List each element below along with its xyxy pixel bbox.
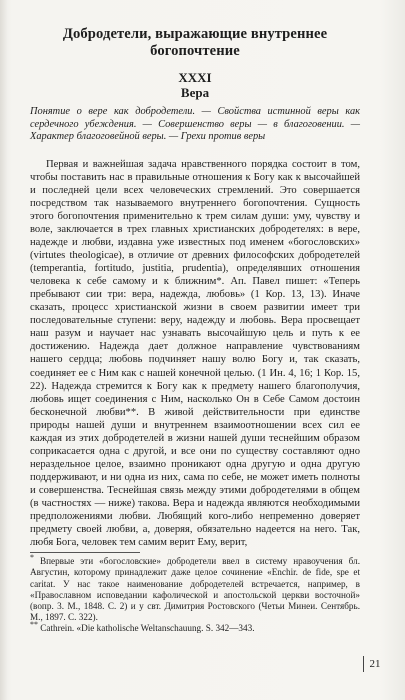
footnote-1-text: Впервые эти «богословские» добродетели ввел в систему нравоучения бл. Августин, которому принадлежит даже целое сочинение «Enchir. de fide, spe et caritat. У нас такое наименование добродетелей встречается, например, в «Православном исповедании кафолической и апостольской церкви восточной» (вопр. 3. М., 1848. С. 2) и у свт. Димитрия Ростовского (Четьи Минеи. Сентябрь. М., 1897. С. 322). [30,556,360,623]
footnote-2-mark: ** [30,620,38,630]
footnote-1-mark: * [30,553,34,563]
page-number: 21 [363,656,386,672]
section-number: XXXI [178,70,212,85]
page-gutter-shadow [0,0,8,700]
footnote-1 [30,553,360,623]
page-content [30,26,360,635]
footnote-2-text: Cathrein. «Die katholische Weltanschauung. S. 342—343. [40,623,255,634]
footnote-2 [30,620,360,634]
section-title: Вера [180,85,210,100]
footnote-separator [30,552,140,553]
body-paragraph: Первая и важнейшая задача нравственного порядка состоит в том, чтобы поставить нас в правильные отношения к Богу как к высочайшей и последней цели всех человеческих стремлений. Это совершается посредством так называемого внутреннего богопочтения. Сущность этого богопочтения применительно к трем силам души: уму, чувству и воле, заключается в трех главных христианских добродетелях: в вере, надежде и любви, издавна уже известных под именем «богословских» (virtutes theologicae), в отличие от древних философских добродетелей (temperantia, fortitudo, justitia, prudentia), определявших отношения человека к себе самому и к ближним*. Ап. Павел пишет: «Теперь пребывают сии три: вера, надежда, любовь» (1 Кор. 13, 13). Иначе сказать, процесс христианской жизни в своем развитии имеет три последовательные ступени: веру, надежду и любовь. Вера просвещает наш разум и научает нас узнавать высочайшую цель и путь к ее достижению. Надежда дает должное направление чувствованиям нашего сердца; любовь подчиняет нашу волю Богу и, так сказать, соединяет ее с Ним как с нашей конечной целью. (1 Ин. 4, 16; 1 Кор. 15, 22). Надежда стремится к Богу как к предмету нашего благополучия, любовь ищет соединения с Ним, насколько Он в Себе Самом достоин бесконечной любви**. В живой действительности при единстве природы нашей души и внутреннем взаимоотношении всех сил ее каждая из этих добродетелей в жизни нашей души теснейшим образом соприкасается одна с другой, и все они по существу составляют одно нераздельное целое, взаимно проникают одна другую и одна другую поддерживают, и ни одна из них, сама по себе, не может иметь полноты и совершенства. Теснейшая связь между этими добродетелями в общем (в частностях — ниже) такова. Вера и надежда являются необходимыми предположениями любви. Любящий кого-либо непременно доверяет предмету своей любви, а, доверяя, обязательно надеется на него. Так, любя Бога, человек тем самим верит Ему, верит, [30,158,360,549]
section-summary: Понятие о вере как добродетели. — Свойства истинной веры как сердечного убеждения. — Совершенство веры — в благоговении. — Характер благоговейной веры. — Грехи против веры [30,106,360,143]
chapter-title: Добродетели, выражающие внутреннее богопочтение [62,26,328,59]
